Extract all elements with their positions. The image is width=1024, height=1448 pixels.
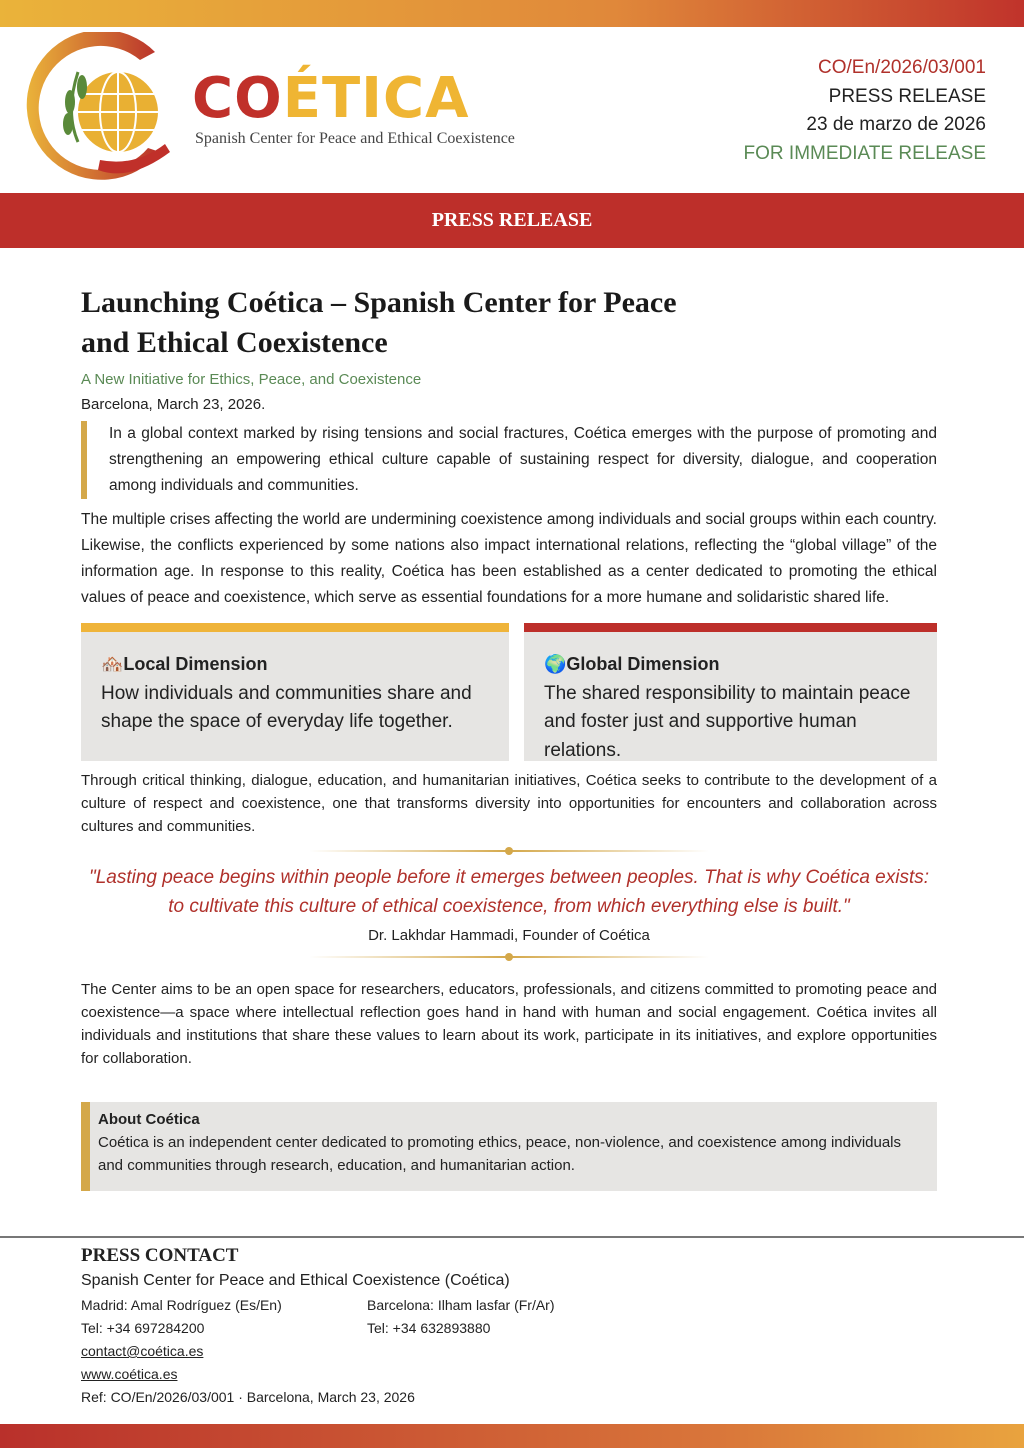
press-contact bbox=[81, 1244, 555, 1409]
founder-quote: "Lasting peace begins within people before it emerges between peoples. That is why Coética exists: to cultivate this culture of ethical coexistence, from which everything else is built." bbox=[88, 867, 930, 917]
about-text: Coética is an independent center dedicated to promoting ethics, peace, non-violence, and coexistence among individuals and communities through research, education, and humanitarian action. bbox=[98, 1134, 902, 1174]
brand-tagline: Spanish Center for Peace and Ethical Coexistence bbox=[195, 130, 515, 147]
about-title: About Coética bbox=[98, 1111, 200, 1128]
contact-barcelona: Barcelona: Ilham lasfar (Fr/Ar) bbox=[367, 1297, 555, 1313]
contact-heading: PRESS CONTACT bbox=[81, 1245, 239, 1266]
global-dimension-card bbox=[524, 623, 937, 761]
local-dimension-card bbox=[81, 623, 509, 761]
footer-reference: Ref: CO/En/2026/03/001 · Barcelona, March 23, 2026 bbox=[81, 1389, 415, 1405]
globe-icon: 🌍 bbox=[544, 654, 567, 674]
top-accent-bar bbox=[0, 0, 1024, 27]
dateline: Barcelona, March 23, 2026. bbox=[81, 396, 266, 413]
brand-etica: ÉTICA bbox=[282, 66, 470, 131]
document-type: PRESS RELEASE bbox=[828, 85, 986, 107]
divider bbox=[309, 956, 709, 958]
contact-madrid: Madrid: Amal Rodríguez (Es/En) bbox=[81, 1297, 282, 1313]
press-release-banner: PRESS RELEASE bbox=[0, 193, 1024, 248]
subtitle: A New Initiative for Ethics, Peace, and Coexistence bbox=[81, 371, 422, 388]
brand-name bbox=[192, 66, 469, 131]
houses-icon: 🏘️ bbox=[101, 654, 124, 674]
divider bbox=[309, 850, 709, 852]
tel-barcelona: Tel: +34 632893880 bbox=[367, 1320, 491, 1336]
lead-paragraph: In a global context marked by rising tensions and social fractures, Coética emerges with the purpose of promoting and strengthening an empowering ethical culture capable of sustaining respect for diversity, dialogue, and cooperation among individuals and communities. bbox=[81, 421, 937, 499]
card-text: How individuals and communities share and shape the space of everyday life together. bbox=[101, 682, 472, 732]
about-box bbox=[81, 1102, 937, 1191]
release-date: 23 de marzo de 2026 bbox=[806, 114, 986, 135]
main-content bbox=[81, 283, 937, 1191]
footer-divider bbox=[0, 1236, 1024, 1238]
coetica-logo-icon bbox=[20, 32, 170, 190]
card-text: The shared responsibility to maintain peace and foster just and supportive human relations. bbox=[544, 682, 911, 761]
quote-author: Dr. Lakhdar Hammadi, Founder of Coética bbox=[368, 927, 650, 944]
body-paragraph-1: The multiple crises affecting the world are undermining coexistence among individuals and social groups within each country. Likewise, the conflicts experienced by some nations also impact international relations, reflecting the “global village” of the information age. In response to this reality, Coética has been established as a center dedicated to promoting the ethical values of peace and coexistence, which serve as essential foundations for a more humane and solidaristic shared life. bbox=[81, 511, 937, 606]
reference-number: CO/En/2026/03/001 bbox=[818, 57, 986, 78]
tel-madrid: Tel: +34 697284200 bbox=[81, 1320, 205, 1336]
contact-organization: Spanish Center for Peace and Ethical Coexistence (Coética) bbox=[81, 1272, 510, 1289]
body-paragraph-2: Through critical thinking, dialogue, education, and humanitarian initiatives, Coética seeks to contribute to the development of a culture of respect and coexistence, one that transforms diversity into opportunities for encounters and collaboration across cultures and communities. bbox=[81, 772, 937, 835]
release-meta bbox=[744, 54, 986, 168]
release-status: FOR IMMEDIATE RELEASE bbox=[743, 142, 986, 164]
brand-co: CO bbox=[192, 66, 283, 131]
card-title: Global Dimension bbox=[566, 654, 720, 674]
email-link[interactable]: contact@coética.es bbox=[81, 1343, 204, 1359]
website-link[interactable]: www.coética.es bbox=[81, 1366, 178, 1382]
body-paragraph-3: The Center aims to be an open space for researchers, educators, professionals, and citizens committed to promoting peace and coexistence—a space where intellectual reflection goes hand in hand with human and social engagement. Coética invites all individuals and institutions that share these values to learn about its work, participate in its initiatives, and explore opportunities for collaboration. bbox=[81, 981, 937, 1067]
bottom-accent-bar bbox=[0, 1424, 1024, 1448]
card-title: Local Dimension bbox=[123, 654, 268, 674]
page-title: Launching Coética – Spanish Center for Peace and Ethical Coexistence bbox=[81, 286, 677, 359]
dimension-cards bbox=[81, 623, 937, 761]
